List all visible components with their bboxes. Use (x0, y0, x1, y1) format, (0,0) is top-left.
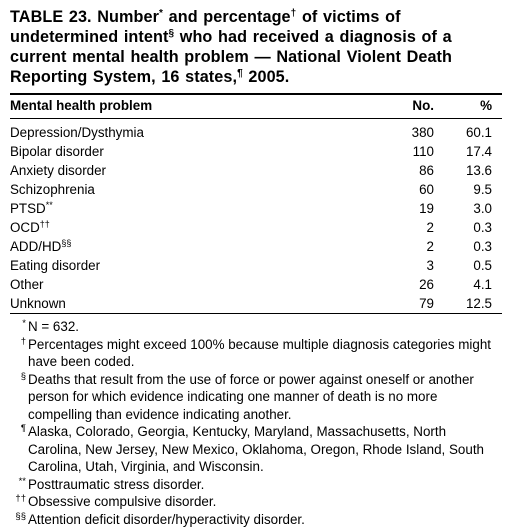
row-number: 26 (374, 275, 434, 294)
row-label (10, 218, 374, 237)
table-row (10, 199, 502, 218)
title-footnote-mark: † (291, 8, 297, 19)
footnote-mark: § (10, 371, 28, 383)
row-label (10, 119, 374, 142)
row-label-text: Eating disorder (10, 258, 100, 273)
header-row (10, 95, 502, 118)
row-number: 2 (374, 237, 434, 256)
row-percent: 4.1 (434, 275, 502, 294)
footnote (10, 371, 502, 424)
row-label-text: PTSD (10, 201, 46, 216)
row-percent: 17.4 (434, 142, 502, 161)
footnote-text: Alaska, Colorado, Georgia, Kentucky, Maryland, Massachusetts, North Carolina, New Jersey, New Mexico, Oklahoma, Oregon, Rhode Island, South Carolina, Utah, Virginia, and Wisconsin. (28, 423, 502, 476)
row-percent: 13.6 (434, 161, 502, 180)
row-label-text: Other (10, 277, 44, 292)
row-number: 79 (374, 294, 434, 313)
table-body (10, 119, 502, 313)
row-label (10, 142, 374, 161)
footnote-mark: ¶ (10, 423, 28, 435)
title-footnote-mark: ¶ (237, 68, 243, 79)
row-number: 2 (374, 218, 434, 237)
footnote (10, 423, 502, 476)
header-problem: Mental health problem (10, 95, 374, 118)
row-number: 380 (374, 119, 434, 142)
row-number: 60 (374, 180, 434, 199)
table-title (10, 7, 502, 87)
bottom-rule (10, 313, 502, 314)
row-label (10, 161, 374, 180)
header-number: No. (374, 95, 434, 118)
row-percent: 0.3 (434, 237, 502, 256)
row-label (10, 275, 374, 294)
row-percent: 3.0 (434, 199, 502, 218)
row-footnote-mark: †† (40, 219, 50, 229)
row-label (10, 256, 374, 275)
title-text: TABLE 23. Number (10, 8, 159, 26)
footnotes (10, 318, 502, 528)
row-label (10, 199, 374, 218)
footnote-mark: * (10, 318, 28, 330)
row-percent: 60.1 (434, 119, 502, 142)
footnote-text: Percentages might exceed 100% because multiple diagnosis categories might have been coded. (28, 336, 502, 371)
table-row (10, 218, 502, 237)
row-percent: 0.5 (434, 256, 502, 275)
title-text: of victims of undetermined intent (10, 8, 401, 46)
row-label-text: Unknown (10, 296, 66, 311)
table-row (10, 142, 502, 161)
footnote-mark: §§ (10, 511, 28, 523)
row-label-text: Depression/Dysthymia (10, 125, 144, 140)
footnote (10, 476, 502, 494)
title-footnote-mark: § (168, 28, 174, 39)
table-row (10, 294, 502, 313)
table-row (10, 180, 502, 199)
row-percent: 0.3 (434, 218, 502, 237)
table-row (10, 119, 502, 142)
row-number: 86 (374, 161, 434, 180)
row-label (10, 294, 374, 313)
row-number: 3 (374, 256, 434, 275)
row-label-text: Anxiety disorder (10, 163, 106, 178)
table-row (10, 161, 502, 180)
footnote-text: Attention deficit disorder/hyperactivity disorder. (28, 511, 502, 528)
row-number: 19 (374, 199, 434, 218)
footnote (10, 318, 502, 336)
row-footnote-mark: §§ (61, 238, 71, 248)
row-percent: 9.5 (434, 180, 502, 199)
footnote-mark: †† (10, 493, 28, 505)
title-footnote-mark: * (159, 8, 163, 19)
row-label-text: OCD (10, 220, 40, 235)
row-label-text: Schizophrenia (10, 182, 95, 197)
footnote-text: Obsessive compulsive disorder. (28, 493, 502, 511)
row-label (10, 237, 374, 256)
data-table (10, 95, 502, 313)
table-row (10, 275, 502, 294)
row-footnote-mark: ** (46, 200, 53, 210)
row-label-text: ADD/HD (10, 239, 61, 254)
footnote (10, 493, 502, 511)
title-text: who had received a diagnosis of a current mental health problem — National Violent Death Reporting System, 16 states, (10, 28, 452, 86)
footnote-mark: † (10, 336, 28, 348)
title-text: 2005. (243, 68, 290, 86)
table-row (10, 256, 502, 275)
footnote (10, 336, 502, 371)
footnote-text: N = 632. (28, 318, 502, 336)
footnote-text: Deaths that result from the use of force or power against oneself or another person for which evidence indicating one manner of death is no more compelling than evidence indicating another. (28, 371, 502, 424)
row-label-text: Bipolar disorder (10, 144, 104, 159)
row-number: 110 (374, 142, 434, 161)
footnote-text: Posttraumatic stress disorder. (28, 476, 502, 494)
row-label (10, 180, 374, 199)
footnote (10, 511, 502, 528)
footnote-mark: ** (10, 476, 28, 488)
row-percent: 12.5 (434, 294, 502, 313)
table-row (10, 237, 502, 256)
title-text: and percentage (163, 8, 291, 26)
header-percent: % (434, 95, 502, 118)
